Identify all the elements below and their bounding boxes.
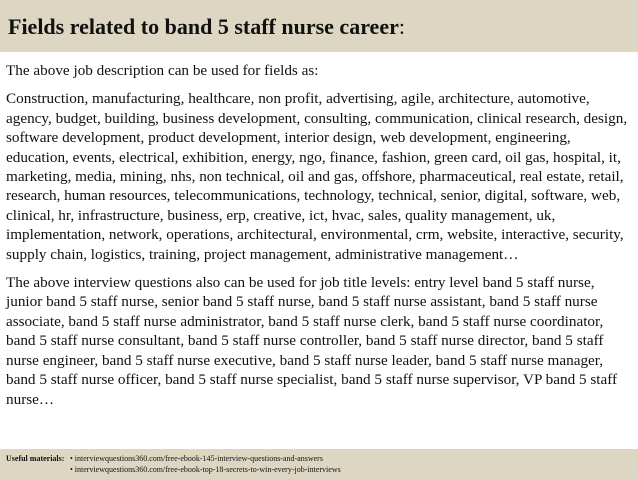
fields-list: Construction, manufacturing, healthcare, non profit, advertising, agile, architecture, automotive, agency, budget, building, business development, consulting, communication, clinical research, design, software development, product development, interior design, web development, engineering, education, events, electrical, exhibition, energy, ngo, finance, fashion, green card, oil gas, hospital, it, marketing, media, mining, nhs, non technical, oil and gas, offshore, pharmaceutical, real estate, retail, research, human resources, telecommunications, technology, technical, senior, digital, software, web, clinical, hr, infrastructure, business, erp, creative, ict, hvac, sales, quality management, uk, implementation, network, operations, architectural, environmental, crm, website, interactive, security, supply chain, logistics, training, project management, administrative management… <box>6 90 628 263</box>
page-title-text: Fields related to band 5 staff nurse career <box>8 14 399 39</box>
footer-link-1[interactable]: • interviewquestions360.com/free-ebook-145-interview-questions-and-answers <box>70 454 323 463</box>
footer-row-1 <box>6 453 638 464</box>
intro-text: The above job description can be used for fields as: <box>6 62 319 79</box>
job-levels-text: The above interview questions also can be used for job title levels: entry level band 5 staff nurse, junior band 5 staff nurse, senior band 5 staff nurse, band 5 staff nurse assistant, band 5 staff nurse associate, band 5 staff nurse administrator, band 5 staff nurse clerk, band 5 staff nurse coordinator, band 5 staff nurse consultant, band 5 staff nurse controller, band 5 staff nurse director, band 5 staff nurse engineer, band 5 staff nurse executive, band 5 staff nurse leader, band 5 staff nurse manager, band 5 staff nurse officer, band 5 staff nurse specialist, band 5 staff nurse supervisor, VP band 5 staff nurse… <box>6 274 618 408</box>
footer-bar <box>0 449 638 479</box>
footer-label-spacer <box>6 464 70 475</box>
page-title-colon: : <box>398 14 405 39</box>
footer-row-2 <box>6 464 638 475</box>
footer-link-2[interactable]: • interviewquestions360.com/free-ebook-top-18-secrets-to-win-every-job-interviews <box>70 465 341 474</box>
page-title <box>8 14 638 40</box>
title-bar <box>0 0 638 52</box>
slide-content <box>6 61 634 418</box>
useful-materials-label: Useful materials: <box>6 454 65 463</box>
